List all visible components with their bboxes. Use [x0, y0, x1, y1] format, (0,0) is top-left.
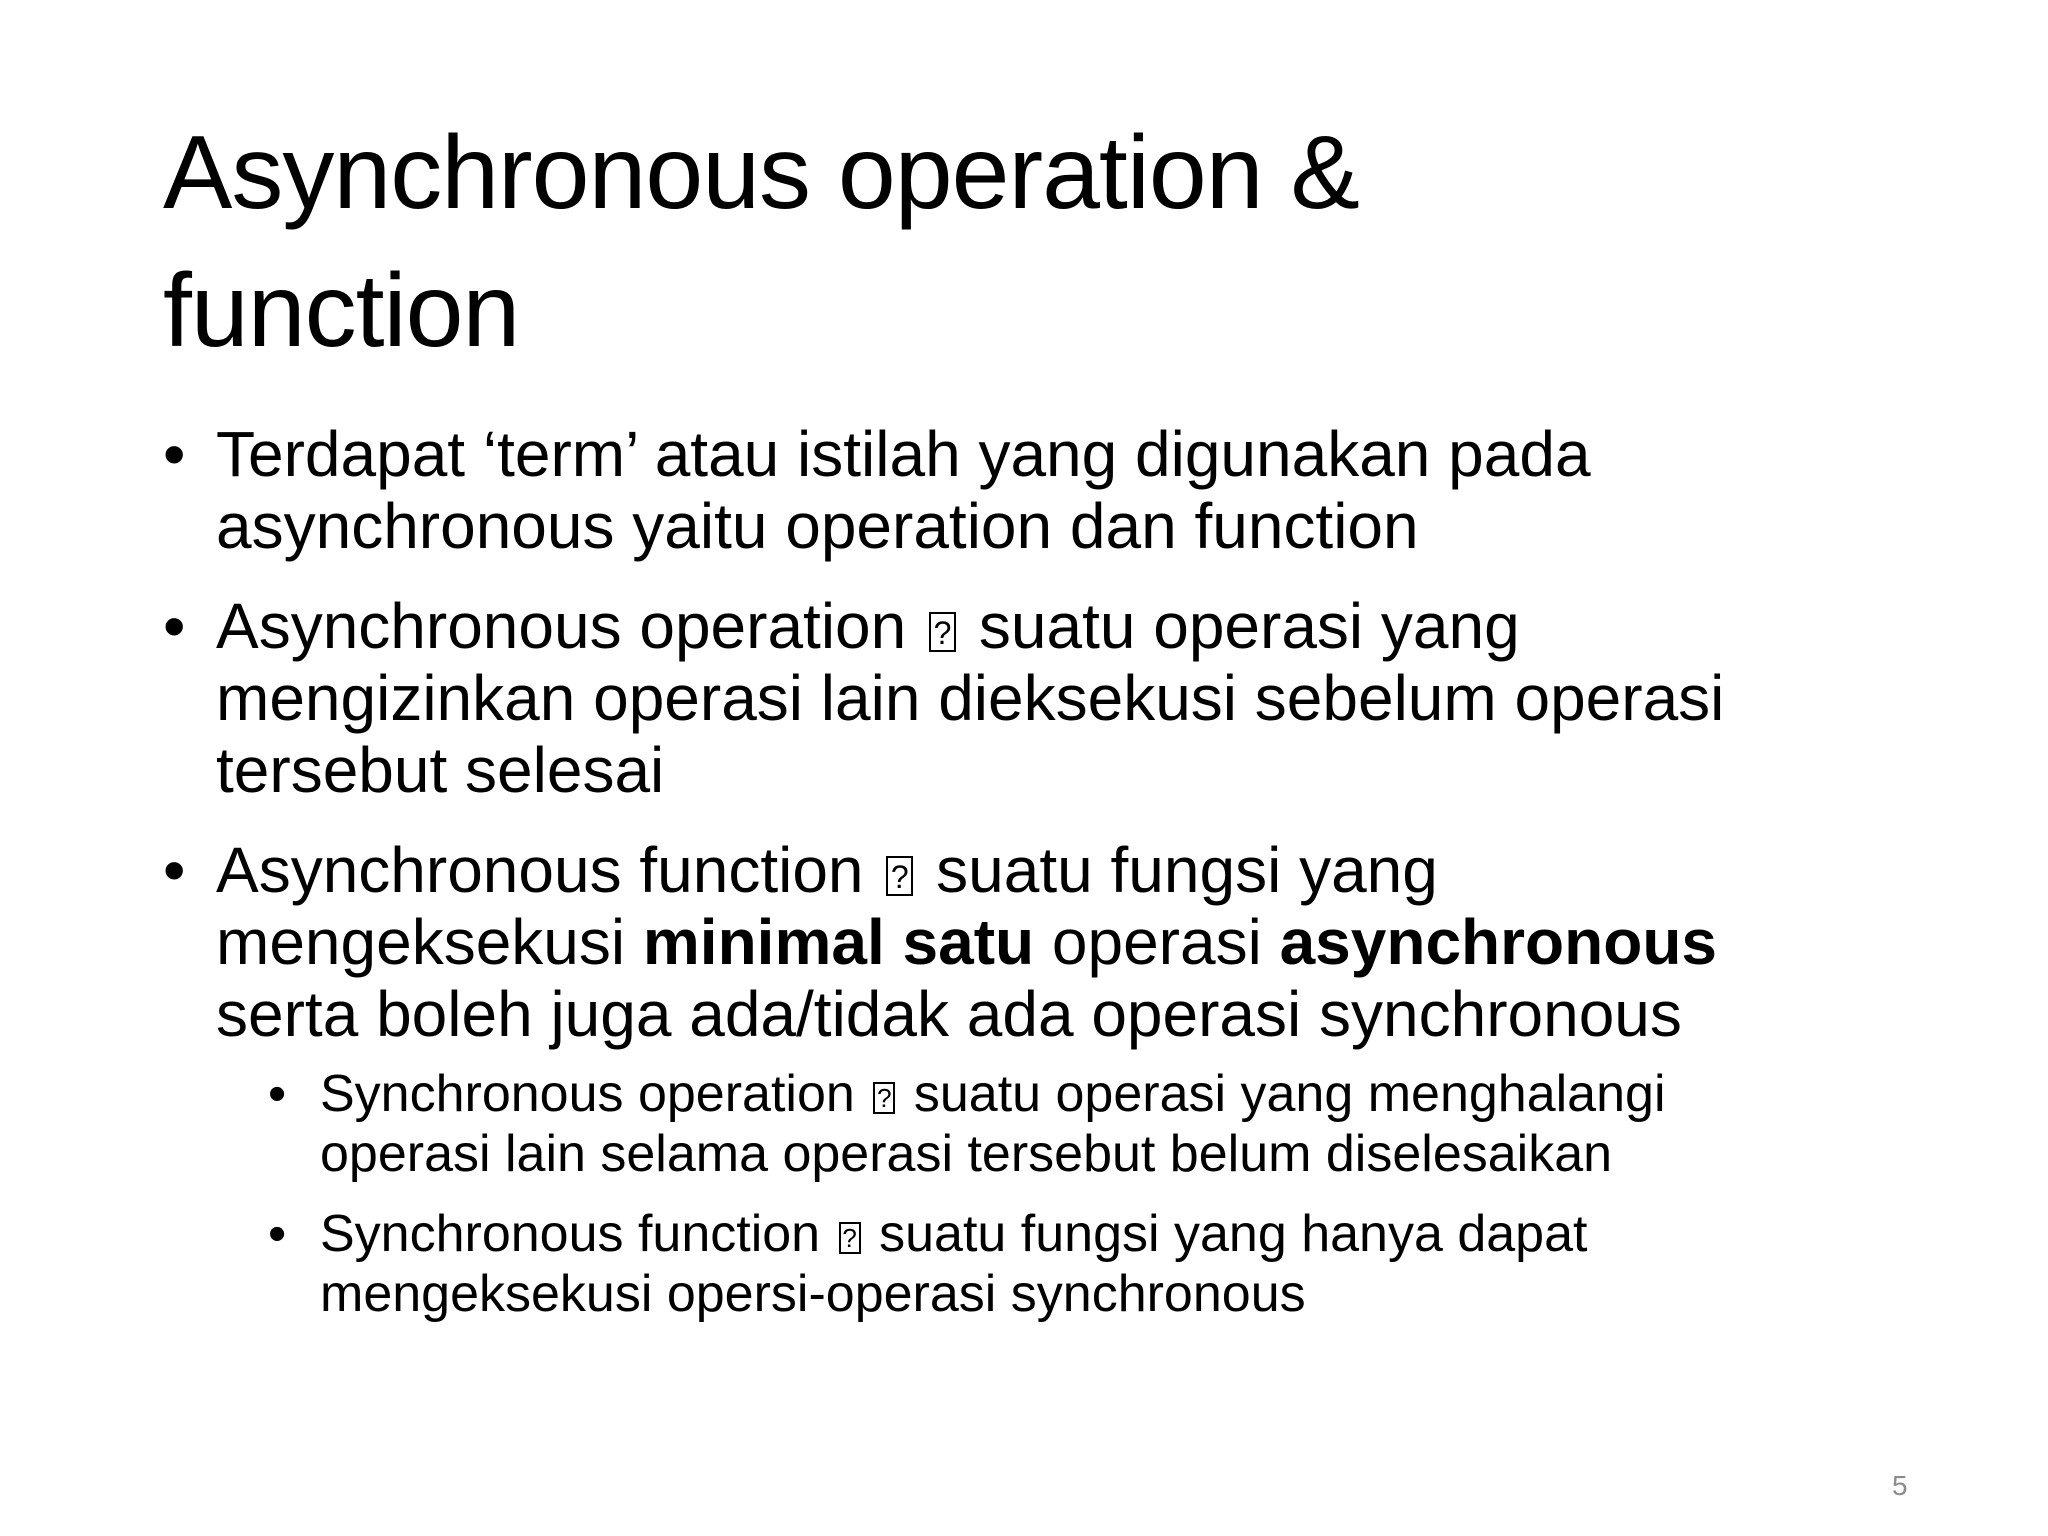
missing-glyph-arrow-icon: [929, 612, 956, 652]
slide-title: [163, 104, 1883, 380]
bullet-term: Asynchronous operation: [216, 590, 907, 662]
sub-bullet-sync-function: [268, 1204, 1843, 1324]
missing-glyph-arrow-icon: [886, 856, 913, 896]
sub-bullet-definition: suatu operasi yang menghalangi operasi lain selama operasi tersebut belum diselesaikan: [320, 1065, 1666, 1183]
bullet-text: Terdapat ‘term’ atau istilah yang digunakan pada asynchronous yaitu operation dan function: [216, 418, 1591, 562]
bullet-term: Asynchronous function: [216, 834, 864, 906]
bullet-definition: suatu operasi yang mengizinkan operasi lain dieksekusi sebelum operasi tersebut selesai: [216, 590, 1725, 806]
bullet-item-term-intro: [163, 418, 1843, 562]
bullet-emphasis-asynchronous: asynchronous: [1279, 906, 1717, 978]
bullet-item-async-function: [163, 834, 1843, 1324]
sub-bullet-definition: suatu fungsi yang hanya dapat mengeksekusi opersi-operasi synchronous: [320, 1205, 1588, 1323]
sub-bullet-list: [216, 1064, 1843, 1324]
bullet-dot: •: [163, 834, 186, 906]
bullet-emphasis-minimal-satu: minimal satu: [642, 906, 1035, 978]
bullet-dot: •: [163, 418, 186, 490]
sub-bullet-term: Synchronous function: [320, 1205, 821, 1263]
bullet-dot: •: [163, 590, 186, 662]
title-line-2: function: [163, 253, 520, 369]
bullet-item-async-operation: [163, 590, 1843, 806]
bullet-definition-part-1: suatu fungsi yang mengeksekusi: [216, 834, 1438, 978]
sub-bullet-term: Synchronous operation: [320, 1065, 855, 1123]
sub-bullet-dot: •: [268, 1205, 287, 1263]
bullet-list: [163, 418, 1843, 1352]
missing-glyph-arrow-icon: [839, 1222, 861, 1254]
bullet-definition-part-2: operasi: [1051, 906, 1262, 978]
title-line-1: Asynchronous operation &: [163, 115, 1359, 231]
sub-bullet-dot: •: [268, 1065, 287, 1123]
page-number: 5: [1892, 1470, 1908, 1501]
missing-glyph-arrow-icon: [873, 1082, 895, 1114]
bullet-definition-part-3: serta boleh juga ada/tidak ada operasi synchronous: [216, 978, 1682, 1050]
sub-bullet-sync-operation: [268, 1064, 1843, 1184]
